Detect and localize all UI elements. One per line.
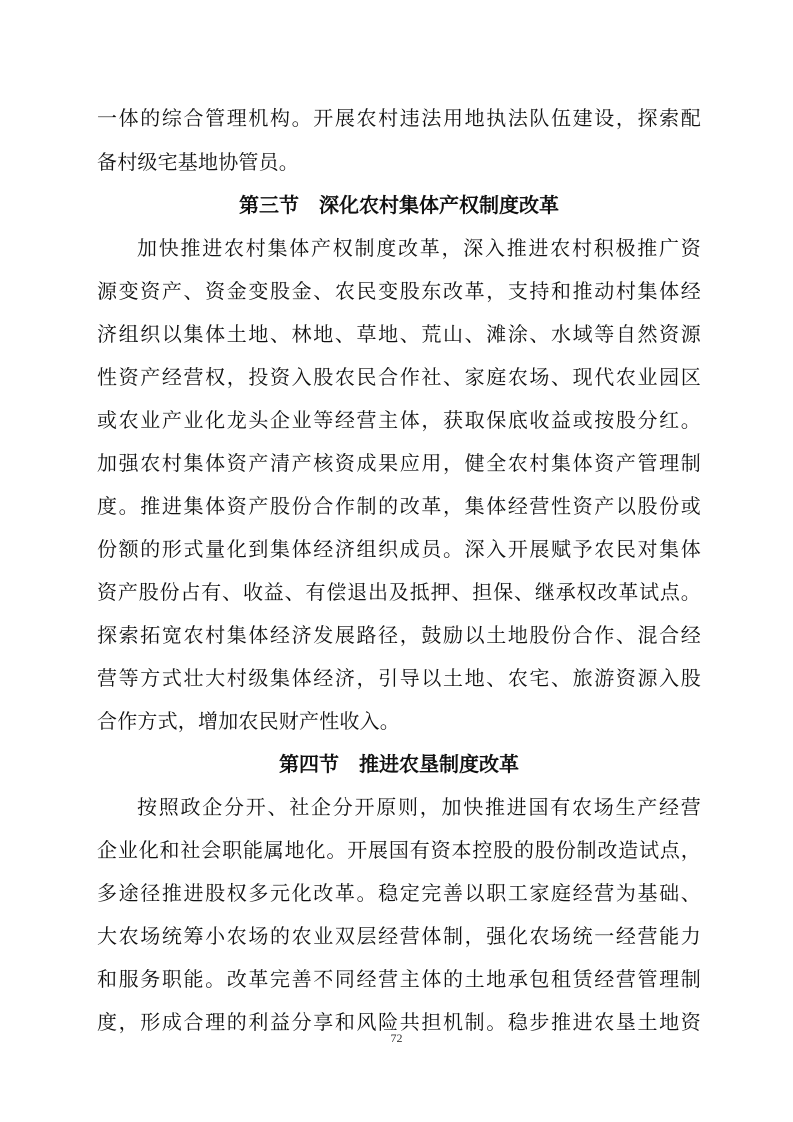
paragraph-line: 加强农村集体资产清产核资成果应用，健全农村集体资产管理制 (97, 451, 701, 475)
paragraph-line: 性资产经营权，投资入股农民合作社、家庭农场、现代农业园区 (97, 365, 701, 389)
page-number: 72 (390, 1031, 403, 1045)
paragraph-line: 按照政企分开、社企分开原则，加快推进国有农场生产经营 (137, 795, 701, 819)
paragraph-line: 探索拓宽农村集体经济发展路径，鼓励以土地股份合作、混合经 (97, 623, 701, 647)
paragraph-line: 多途径推进股权多元化改革。稳定完善以职工家庭经营为基础、 (97, 881, 701, 905)
section-heading-4: 第四节 推进农垦制度改革 (279, 752, 519, 776)
paragraph-line: 一体的综合管理机构。开展农村违法用地执法队伍建设，探索配 (97, 106, 701, 130)
paragraph-line: 大农场统筹小农场的农业双层经营体制，强化农场统一经营能力 (97, 924, 701, 948)
paragraph-line: 和服务职能。改革完善不同经营主体的土地承包租赁经营管理制 (97, 967, 701, 991)
paragraph-line: 度，形成合理的利益分享和风险共担机制。稳步推进农垦土地资 (97, 1010, 701, 1034)
paragraph-line: 加快推进农村集体产权制度改革，深入推进农村积极推广资 (137, 236, 701, 260)
paragraph-line: 企业化和社会职能属地化。开展国有资本控股的股份制改造试点， (97, 838, 701, 862)
paragraph-line: 或农业产业化龙头企业等经营主体，获取保底收益或按股分红。 (97, 408, 701, 432)
paragraph-line: 济组织以集体土地、林地、草地、荒山、滩涂、水域等自然资源 (97, 322, 701, 346)
paragraph-line: 备村级宅基地协管员。 (97, 150, 299, 174)
paragraph-line: 合作方式，增加农民财产性收入。 (97, 709, 400, 733)
paragraph-line: 份额的形式量化到集体经济组织成员。深入开展赋予农民对集体 (97, 537, 701, 561)
paragraph-line: 度。推进集体资产股份合作制的改革，集体经营性资产以股份或 (97, 494, 701, 518)
paragraph-line: 源变资产、资金变股金、农民变股东改革，支持和推动村集体经 (97, 279, 701, 303)
paragraph-line: 营等方式壮大村级集体经济，引导以土地、农宅、旅游资源入股 (97, 666, 701, 690)
paragraph-line: 资产股份占有、收益、有偿退出及抵押、担保、继承权改革试点。 (97, 580, 701, 604)
section-heading-3: 第三节 深化农村集体产权制度改革 (239, 193, 559, 217)
